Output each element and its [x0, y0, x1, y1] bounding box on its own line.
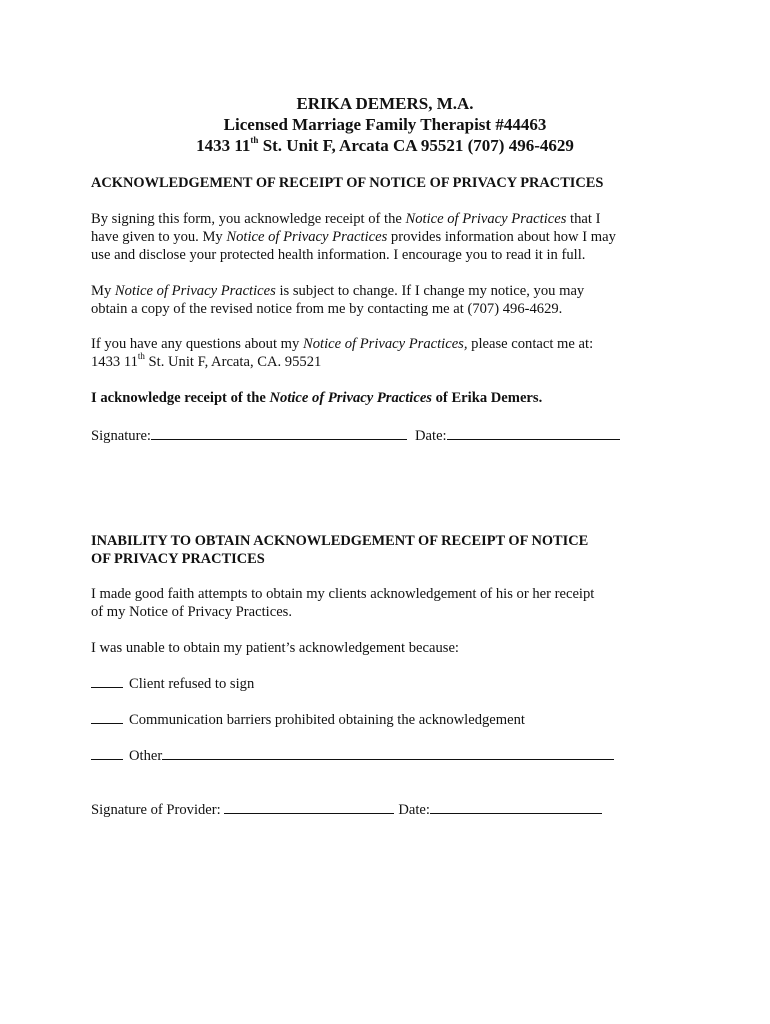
provider-date-field[interactable]	[430, 799, 602, 814]
paragraph-unable: I was unable to obtain my patient’s acknowledgement because:	[91, 640, 459, 656]
therapist-address: 1433 11th St. Unit F, Arcata CA 95521 (707) 496-4629	[196, 135, 574, 155]
provider-date-label: Date:	[398, 802, 430, 818]
provider-signature-row	[91, 799, 651, 819]
option-checkbox-line[interactable]	[91, 746, 123, 760]
paragraph-contact: If you have any questions about my Notice of Privacy Practices, please contact me at: 1433 11th St. Unit F, Arcata, CA. 95521	[91, 336, 594, 370]
date-field[interactable]	[447, 425, 620, 440]
provider-signature-label: Signature of Provider:	[91, 802, 225, 818]
paragraph-good-faith: I made good faith attempts to obtain my clients acknowledgement of his or her receipt of my Notice of Privacy Practices.	[91, 586, 595, 620]
therapist-name: ERIKA DEMERS, M.A.	[296, 94, 474, 113]
paragraph-change: My Notice of Privacy Practices is subject to change. If I change my notice, you may obtain a copy of the revised notice from me by contacting me at (707) 496-4629.	[91, 283, 585, 317]
provider-signature-field[interactable]	[224, 799, 394, 814]
other-reason-field[interactable]	[162, 745, 614, 760]
signature-label: Signature:	[91, 428, 151, 444]
date-label: Date:	[415, 428, 447, 444]
option-checkbox-line[interactable]	[91, 710, 123, 724]
option-checkbox-line[interactable]	[91, 674, 123, 688]
section1-title: ACKNOWLEDGEMENT OF RECEIPT OF NOTICE OF PRIVACY PRACTICES	[91, 175, 604, 191]
section2-title: INABILITY TO OBTAIN ACKNOWLEDGEMENT OF RECEIPT OF NOTICE OF PRIVACY PRACTICES	[91, 533, 589, 567]
option-communication-barriers: Communication barriers prohibited obtaining the acknowledgement	[91, 710, 651, 729]
therapist-license: Licensed Marriage Family Therapist #44463	[223, 115, 547, 134]
option-other: Other	[91, 745, 651, 765]
signature-field[interactable]	[151, 425, 407, 440]
paragraph-acknowledge: By signing this form, you acknowledge receipt of the Notice of Privacy Practices that I have given to you. My Notice of Privacy Practices provides information about how I may use and disclose your protected health information. I encourage you to read it in full.	[91, 211, 616, 263]
acknowledge-statement: I acknowledge receipt of the Notice of Privacy Practices of Erika Demers.	[91, 390, 543, 406]
signature-row	[91, 425, 651, 445]
option-client-refused: Client refused to sign	[91, 674, 651, 693]
